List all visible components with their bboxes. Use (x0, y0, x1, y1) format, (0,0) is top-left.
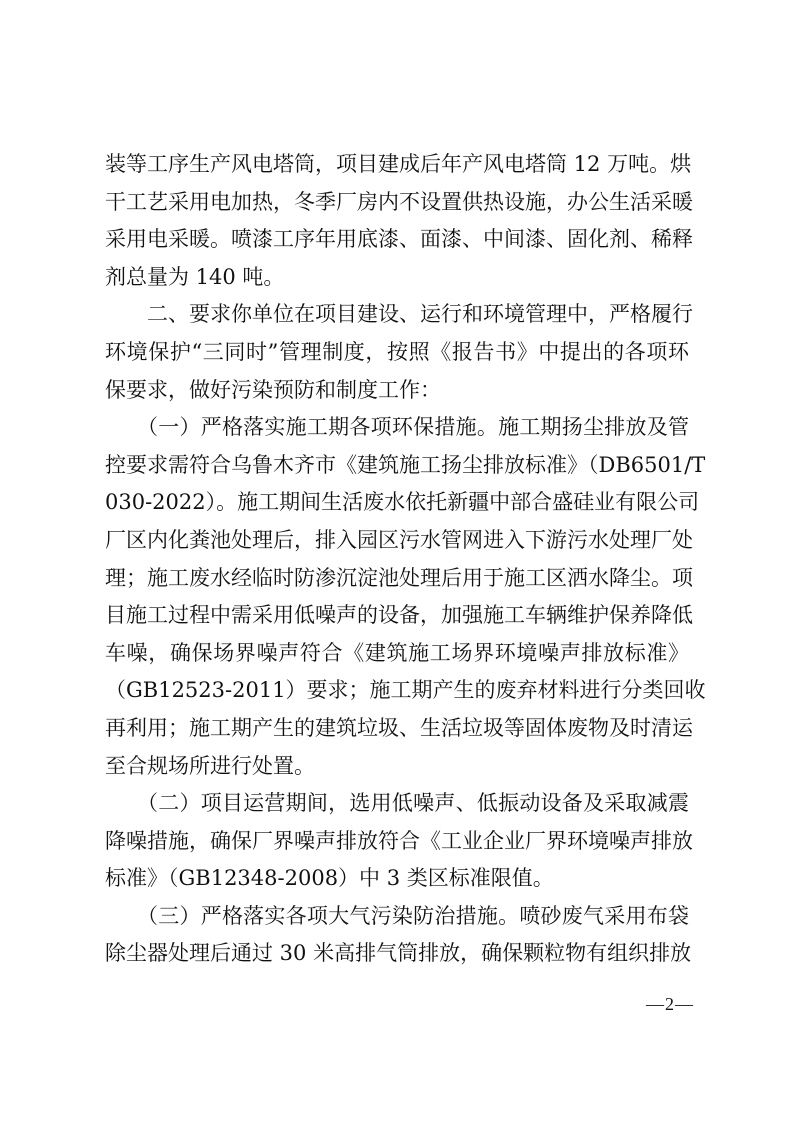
text-line: 干工艺采用电加热，冬季厂房内不设置供热设施，办公生活采暖 (105, 189, 693, 214)
text-line: 控要求需符合乌鲁木齐市《建筑施工扬尘排放标准》（DB6501/T (105, 452, 706, 477)
document-body (105, 146, 706, 973)
text-line: 二、要求你单位在项目建设、运行和环境管理中，严格履行 (105, 302, 693, 327)
text-line: 车噪，确保场界噪声符合《建筑施工场界环境噪声排放标准》 (105, 640, 689, 665)
text-line: 理；施工废水经临时防渗沉淀池处理后用于施工区洒水降尘。项 (105, 565, 693, 590)
text-line: 装等工序生产风电塔筒，项目建成后年产风电塔筒 12 万吨。烘 (105, 152, 692, 176)
text-line: 剂总量为 140 吨。 (105, 264, 285, 289)
text-line: 保要求，做好污染预防和制度工作： (105, 377, 441, 402)
text-line: （一）严格落实施工期各项环保措施。施工期扬尘排放及管 (105, 415, 689, 440)
text-line: 标准》（GB12348-2008）中 3 类区标准限值。 (105, 866, 554, 891)
text-line: 除尘器处理后通过 30 米高排气筒排放，确保颗粒物有组织排放 (105, 941, 692, 966)
text-line: 目施工过程中需采用低噪声的设备，加强施工车辆维护保养降低 (105, 603, 693, 628)
text-line: 再利用；施工期产生的建筑垃圾、生活垃圾等固体废物及时清运 (105, 715, 693, 740)
page-number: —2— (646, 994, 694, 1014)
text-line: 至合规场所进行处置。 (105, 753, 315, 778)
text-line: 030-2022）。施工期间生活废水依托新疆中部合盛硅业有限公司 (105, 490, 700, 515)
text-line: 采用电采暖。喷漆工序年用底漆、面漆、中间漆、固化剂、稀释 (105, 227, 693, 252)
text-line: 厂区内化粪池处理后，排入园区污水管网进入下游污水处理厂处 (105, 527, 693, 552)
text-line: （三）严格落实各项大气污染防治措施。喷砂废气采用布袋 (105, 903, 689, 928)
text-line: （二）项目运营期间，选用低噪声、低振动设备及采取减震 (105, 791, 689, 816)
text-line: （GB12523-2011）要求；施工期产生的废弃材料进行分类回收 (105, 678, 706, 703)
text-line: 降噪措施，确保厂界噪声排放符合《工业企业厂界环境噪声排放 (105, 828, 693, 853)
text-line: 环境保护“三同时”管理制度，按照《报告书》中提出的各项环 (105, 339, 689, 364)
